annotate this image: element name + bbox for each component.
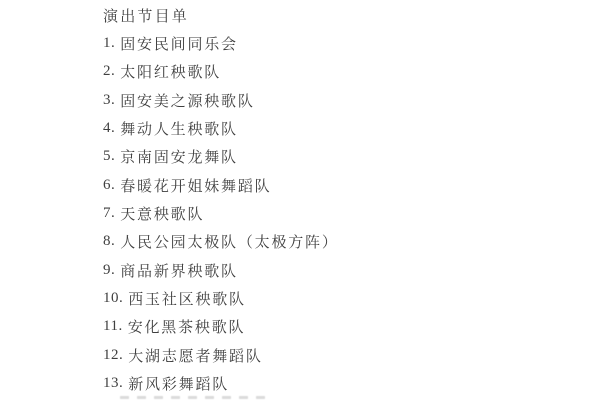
item-name: 商品新界秧歌队: [120, 263, 238, 280]
list-item: [103, 228, 600, 256]
list-item: [103, 143, 600, 171]
item-number: 11.: [103, 318, 123, 335]
list-item: [103, 369, 600, 397]
list-item: [103, 29, 600, 57]
item-name: 京南固安龙舞队: [120, 150, 238, 167]
item-number: 10.: [103, 290, 124, 307]
item-number: 4.: [103, 120, 116, 137]
list-item: [103, 58, 600, 86]
item-name: 固安民间同乐会: [120, 37, 238, 54]
list-item: [103, 114, 600, 142]
item-number: 8.: [103, 233, 116, 250]
item-number: 2.: [103, 63, 116, 80]
item-name: 安化黑茶秧歌队: [127, 320, 246, 337]
program-item-list: [103, 29, 600, 397]
item-name: 人民公园太极队（太极方阵）: [120, 235, 339, 252]
page-title-text: 演出节目单: [103, 8, 190, 25]
list-item: [103, 284, 600, 312]
item-number: 7.: [103, 205, 116, 222]
item-name: 大湖志愿者舞蹈队: [128, 348, 263, 365]
program-document: [103, 1, 600, 398]
list-item: [103, 86, 600, 114]
item-number: 3.: [103, 91, 116, 108]
item-number: 9.: [103, 261, 116, 278]
list-item: [103, 256, 600, 284]
item-name: 天意秧歌队: [120, 207, 205, 224]
item-name: 太阳红秧歌队: [120, 65, 222, 82]
page-title: [103, 1, 600, 29]
list-item: [103, 199, 600, 227]
list-item: [103, 313, 600, 341]
list-item: [103, 341, 600, 369]
item-number: 13.: [103, 375, 124, 392]
item-name: 春暖花开姐妹舞蹈队: [120, 178, 272, 195]
item-number: 12.: [103, 346, 124, 363]
item-name: 新风彩舞蹈队: [128, 377, 230, 394]
list-item: [103, 171, 600, 199]
item-number: 1.: [103, 35, 116, 52]
item-number: 5.: [103, 148, 116, 165]
item-number: 6.: [103, 176, 116, 193]
item-name: 舞动人生秧歌队: [120, 122, 238, 139]
item-name: 固安美之源秧歌队: [120, 93, 255, 110]
item-name: 西玉社区秧歌队: [128, 292, 246, 309]
cropped-next-line-fragment: [120, 396, 270, 399]
